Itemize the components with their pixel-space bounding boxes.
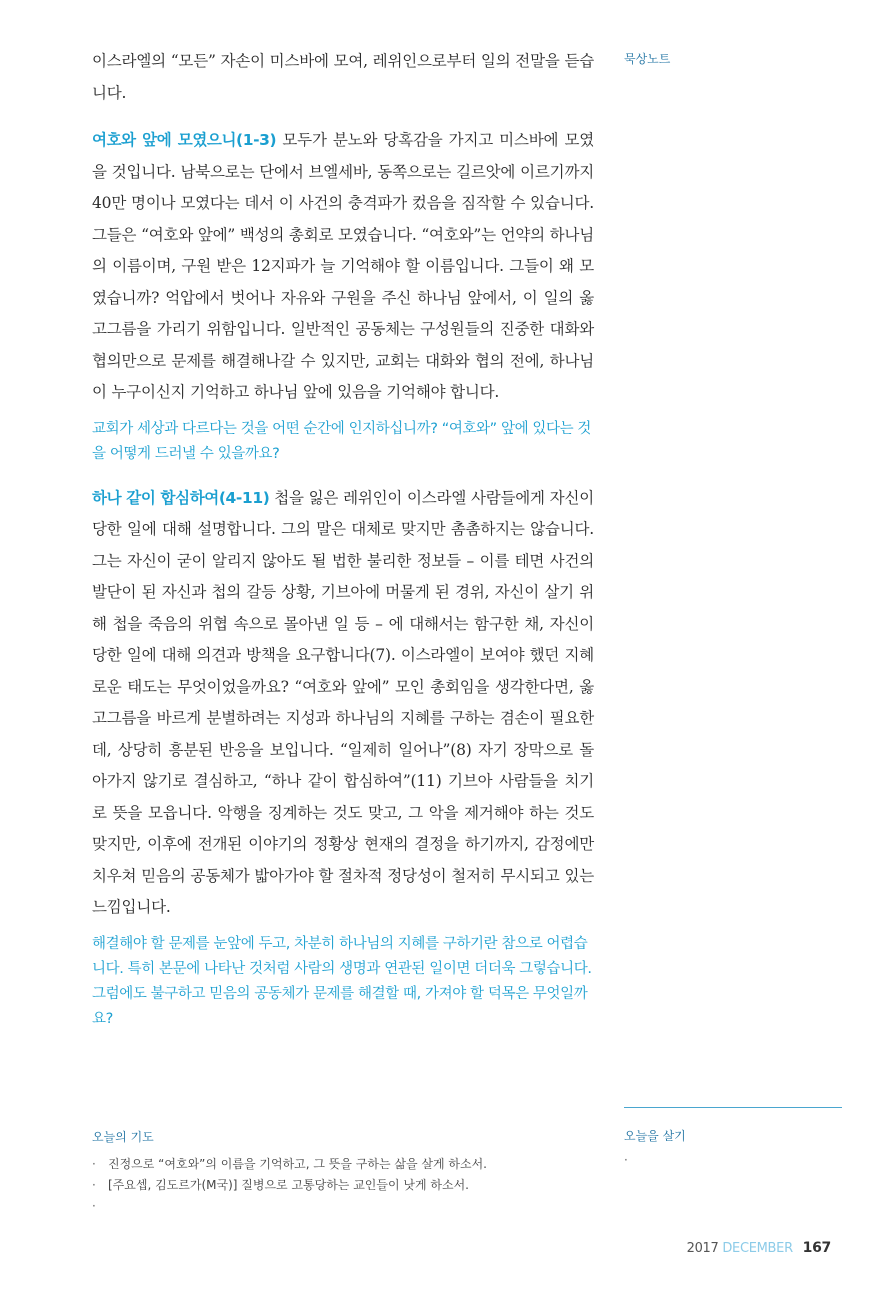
main-text [92, 46, 594, 1048]
page-footer [687, 1240, 831, 1256]
section-1-heading: 여호와 앞에 모였으니(1-3) [92, 131, 277, 149]
bullet-icon: · [92, 1199, 96, 1213]
section-2-heading: 하나 같이 합심하여(4-11) [92, 488, 270, 507]
bullet-icon: · [92, 1178, 96, 1192]
living-section [624, 1107, 842, 1167]
prayer-item [92, 1154, 592, 1175]
bullet-icon: · [92, 1157, 96, 1171]
prayer-section [92, 1128, 592, 1217]
prayer-item-text: [주요셉, 김도르가(M국)] 질병으로 고통당하는 교인들이 낫게 하소서. [108, 1178, 469, 1192]
section-2-paragraph [92, 483, 594, 924]
section-2-question: 해결해야 할 문제를 눈앞에 두고, 차분히 하나님의 지혜를 구하기란 참으로 어렵습니다. 특히 본문에 나타난 것처럼 사람의 생명과 연관된 일이면 더더욱 그렇습니다. 그럼에도 불구하고 믿음의 공동체가 문제를 해결할 때, 가져야 할 덕목은 무엇일까요? [92, 935, 592, 1027]
prayer-item [92, 1196, 592, 1217]
intro-paragraph: 이스라엘의 “모든” 자손이 미스바에 모여, 레위인으로부터 일의 전말을 듣습니다. [92, 52, 594, 102]
section-1-question: 교회가 세상과 다르다는 것을 어떤 순간에 인지하십니까? “여호와” 앞에 있다는 것을 어떻게 드러낼 수 있을까요? [92, 420, 592, 462]
prayer-list [92, 1154, 592, 1217]
section-1-text: 모두가 분노와 당혹감을 가지고 미스바에 모였을 것입니다. 남북으로는 단에서 브엘세바, 동쪽으로는 길르앗에 이르기까지 40만 명이나 모였다는 데서 이 사건의 충격파가 컸음을 짐작할 수 있습니다. 그들은 “여호와 앞에” 백성의 총회로 모였습니다. “여호와”는 언약의 하나님의 이름이며, 구원 받은 12지파가 늘 기억해야 할 이름입니다. 그들이 왜 모였습니까? 억압에서 벗어나 자유와 구원을 주신 하나님 앞에서, 이 일의 옳고그름을 가리기 위함입니다. 일반적인 공동체는 구성원들의 진중한 대화와 협의만으로 문제를 해결해나갈 수 있지만, 교회는 대화와 협의 전에, 하나님이 누구이신지 기억하고 하나님 앞에 있음을 기억해야 합니다. [92, 131, 594, 401]
section-2-text: 첩을 잃은 레위인이 이스라엘 사람들에게 자신이 당한 일에 대해 설명합니다. 그의 말은 대체로 맞지만 촘촘하지는 않습니다. 그는 자신이 굳이 알리지 않아도 될 법한 불리한 정보들 – 이를 테면 사건의 발단이 된 자신과 첩의 갈등 상황, 기브아에 머물게 된 경위, 자신이 살기 위해 첩을 죽음의 위협 속으로 몰아낸 일 등 – 에 대해서는 함구한 채, 자신이 당한 일에 대해 의견과 방책을 요구합니다(7). 이스라엘이 보여야 했던 지혜로운 태도는 무엇이었을까요? “여호와 앞에” 모인 총회임을 생각한다면, 옳고그름을 바르게 분별하려는 지성과 하나님의 지혜를 구하는 겸손이 필요한데, 상당히 흥분된 반응을 보입니다. “일제히 일어나”(8) 자기 장막으로 돌아가지 않기로 결심하고, “하나 같이 합심하여”(11) 기브아 사람들을 치기로 뜻을 모읍니다. 악행을 징계하는 것도 맞고, 그 악을 제거해야 하는 것도 맞지만, 이후에 전개된 이야기의 정황상 현재의 결정을 하기까지, 감정에만 치우쳐 믿음의 공동체가 밟아가야 할 절차적 정당성이 철저히 무시되고 있는 느낌입니다. [92, 488, 595, 916]
living-title: 오늘을 살기 [624, 1129, 686, 1143]
section-1-paragraph [92, 125, 594, 409]
prayer-item-text: 진정으로 “여호와”의 이름을 기억하고, 그 뜻을 구하는 삶을 살게 하소서. [108, 1157, 487, 1171]
footer-year: 2017 [686, 1241, 719, 1256]
prayer-title: 오늘의 기도 [92, 1130, 154, 1144]
bullet-icon: · [624, 1153, 628, 1167]
footer-month: DECEMBER [722, 1241, 793, 1256]
page-number: 167 [802, 1240, 831, 1256]
prayer-item [92, 1175, 592, 1196]
sidebar-label-meditation-note: 묵상노트 [624, 52, 671, 66]
